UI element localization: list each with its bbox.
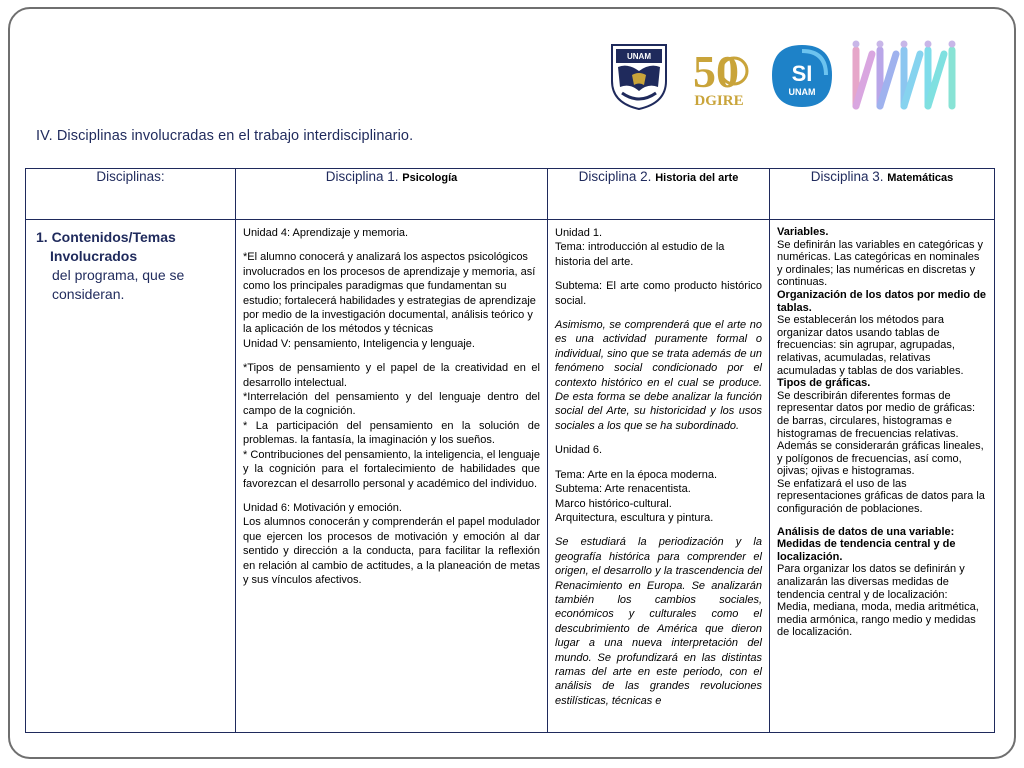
historia-ramas: Arquitectura, escultura y pintura.: [555, 511, 714, 524]
matematicas-variables-desc: Se definirán las variables en categóricas y numéricas. Las categóricas en nominales y ordinales; las numéricas en discretas y continuas.: [777, 238, 984, 289]
psicologia-unidad-6-desc: Los alumnos conocerán y comprenderán el papel modulador que ejercen los procesos de motivación y emoción al dar sentido y dirección a la conducta, para facilitar la reflexión en relación al cambio de actitudes, a la planeación de metas y sus vínculos afectivos.: [243, 516, 540, 586]
matematicas-graficas-desc: Se describirán diferentes formas de representar datos por medio de gráficas: de barras, circulares, histogramas e histogramas de frecuencias relativas. Además se considerarán gráficas lineales, y polígonos de frecuencias, así como, ojivas; ojivas e histogramas.: [777, 389, 984, 478]
historia-unidad-1: Unidad 1.: [555, 227, 603, 239]
header-disciplina-2-label: Disciplina 2.: [578, 169, 652, 184]
row-label-cell: [26, 220, 236, 733]
matematicas-analisis-title: Análisis de datos de una variable: Medidas de tendencia central y de localización.: [777, 525, 956, 563]
historia-subtema-1: Subtema: El arte como producto histórico social.: [555, 280, 762, 307]
row-label-line-2: Involucrados: [50, 248, 138, 264]
header-disciplina-1: [236, 169, 548, 220]
psicologia-unidad-5: Unidad V: pensamiento, Inteligencia y lenguaje.: [243, 337, 475, 350]
si-unam-logo: [768, 41, 836, 111]
matematicas-tablas-desc: Se establecerán los métodos para organizar datos usando tablas de frecuencias: sin agrupar, agrupadas, relativas, acumuladas, relativas acumuladas y tablas de dos variables.: [777, 314, 964, 377]
dgire-number: 50: [693, 46, 739, 97]
section-heading: IV. Disciplinas involucradas en el trabajo interdisciplinario.: [36, 128, 414, 144]
psicologia-tema-4: * Contribuciones del pensamiento, la inteligencia, el lenguaje y la cognición para el fortalecimiento de habilidades que favorezcan el desarrollo personal y académico del individuo.: [243, 448, 540, 490]
historia-unidad-6: Unidad 6.: [555, 444, 603, 457]
header-disciplina-1-label: Disciplina 1.: [325, 169, 399, 184]
historia-subtema-6: Subtema: Arte renacentista.: [555, 483, 691, 496]
header-disciplina-2: [548, 169, 770, 220]
row-label-line-1: 1. Contenidos/Temas: [36, 229, 176, 245]
header-disciplina-2-name: Historia del arte: [655, 172, 739, 184]
historia-unidad-1-desc: Asimismo, se comprenderá que el arte no es una actividad puramente formal o individual, sino que se trata además de un fenómeno social condicionado por el contexto histórico en el cual se produce. De esta forma se debe analizar la función social del Arte, su historicidad y los usos sociales a los que se ha subordinado.: [555, 319, 762, 432]
unam-label: UNAM: [627, 52, 651, 61]
historia-tema-1: Tema: introducción al estudio de la historia del arte.: [555, 241, 725, 268]
matematicas-cell: [770, 220, 995, 733]
dgire-50-logo: [682, 41, 756, 111]
header-disciplina-3: [770, 169, 995, 220]
logo-strip: [608, 38, 966, 114]
matematicas-variables-title: Variables.: [777, 226, 829, 238]
psicologia-cell: [236, 220, 548, 733]
psicologia-tema-3: * La participación del pensamiento en la solución de problemas. la fantasía, la imaginación y los sueños.: [243, 419, 540, 447]
table-header-row: [26, 169, 995, 220]
si-label: SI: [791, 61, 813, 86]
historia-tema-6: Tema: Arte en la época moderna.: [555, 468, 718, 481]
psicologia-tema-1: *Tipos de pensamiento y el papel de la creatividad en el desarrollo intelectual.: [243, 362, 540, 389]
unam-shield-logo: [608, 41, 670, 111]
header-disciplina-3-name: Matemáticas: [887, 172, 954, 184]
historia-cell: [548, 220, 770, 733]
header-disciplina-1-name: Psicología: [402, 172, 458, 184]
colored-bars-logo: [848, 40, 966, 112]
disciplines-table: [25, 168, 995, 733]
historia-marco: Marco histórico-cultural.: [555, 497, 672, 510]
row-label-line-3: del programa, que se: [52, 267, 185, 283]
historia-unidad-6-desc: Se estudiará la periodización y la geografía histórica para comprender el origen, el desarrollo y la trascendencia del Renacimiento en Europa. Se analizarán también los cambios sociales, económicos y culturales como el descubrimiento de América que dieron lugar a una nueva interpretación del mundo. Se profundizará en las distintas ramas del arte en este periodo, con el análisis de las grandes revoluciones estilísticas, técnicas e: [555, 536, 762, 707]
matematicas-graficas-title: Tipos de gráficas.: [777, 377, 871, 390]
row-label-line-4: consideran.: [52, 286, 125, 302]
matematicas-medidas: Media, mediana, moda, media aritmética, media armónica, rango medio y medidas de localización.: [777, 601, 979, 639]
si-sub-label: UNAM: [788, 87, 816, 97]
psicologia-unidad-4-desc: *El alumno conocerá y analizará los aspectos psicológicos involucrados en los procesos de aprendizaje y memoria, así como los principales paradigmas que fundamentan su estudio; fortalecerá habilidades y estrategias de aprendizaje por medio de la investigación documental, análisis teórico y la aplicación de los métodos y técnicas: [243, 251, 536, 336]
matematicas-tablas-title: Organización de los datos por medio de tablas.: [777, 288, 987, 314]
psicologia-tema-2: *Interrelación del pensamiento y del lenguaje dentro del campo de la cognición.: [243, 391, 540, 418]
psicologia-unidad-4: Unidad 4: Aprendizaje y memoria.: [243, 227, 409, 239]
matematicas-analisis-desc: Para organizar los datos se definirán y analizarán las diversas medidas de tendencia central y de localización:: [777, 563, 965, 601]
header-disciplinas: [26, 169, 236, 220]
psicologia-unidad-6: Unidad 6: Motivación y emoción.: [243, 501, 402, 514]
header-disciplinas-label: Disciplinas:: [96, 169, 165, 184]
dgire-label: DGIRE: [694, 93, 744, 109]
header-disciplina-3-label: Disciplina 3.: [810, 169, 884, 184]
table-row-contenidos: [26, 220, 995, 733]
matematicas-graficas-enfasis: Se enfatizará el uso de las representaciones gráficas de datos para la configuración de poblaciones.: [777, 477, 985, 516]
